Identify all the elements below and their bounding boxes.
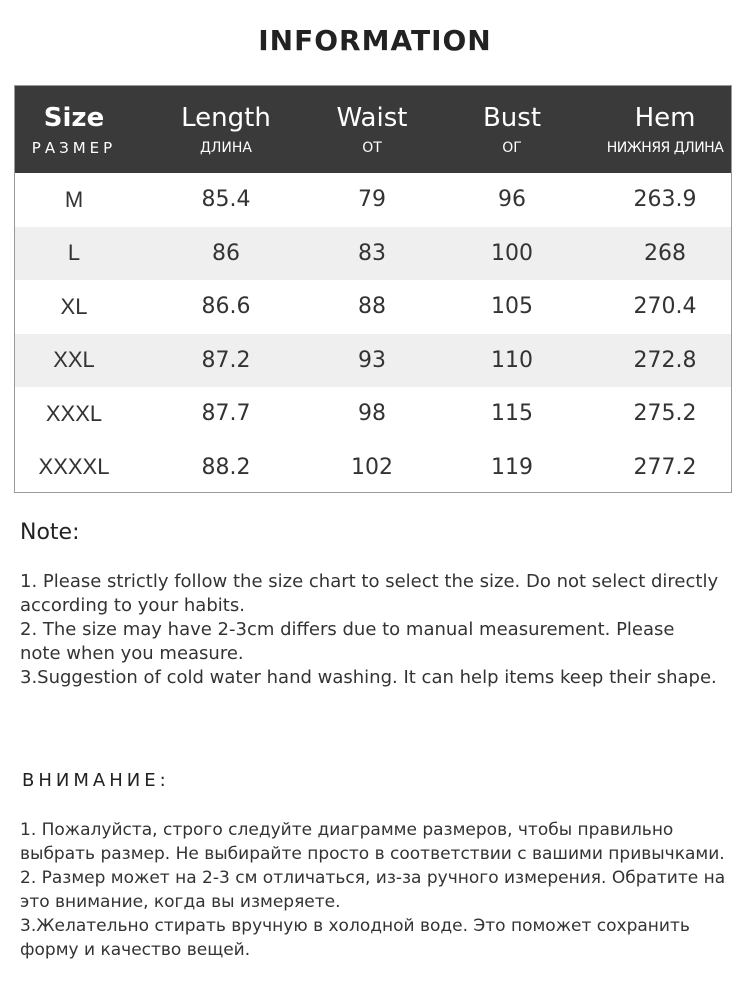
- cell-waist: 102: [351, 454, 393, 480]
- table-row: [15, 173, 731, 227]
- cell-bust: 100: [491, 240, 533, 266]
- attention-heading: ВНИМАНИЕ:: [22, 770, 170, 791]
- cell-length: 86.6: [201, 294, 251, 320]
- cell-size: L: [67, 240, 81, 266]
- cell-hem: 263.9: [633, 187, 697, 213]
- cell-length: 86: [212, 240, 240, 266]
- attention-item: 2. Размер может на 2-3 см отличаться, из-за ручного измерения. Обратите на это внимание, когда вы измеряете.: [20, 868, 726, 912]
- attention-list: [20, 818, 730, 962]
- cell-size: XXXL: [45, 400, 103, 426]
- cell-length: 88.2: [201, 454, 251, 480]
- cell-hem: 272.8: [633, 347, 697, 373]
- cell-length: 87.2: [201, 347, 251, 373]
- cell-hem: 270.4: [633, 294, 697, 320]
- cell-size: XXL: [53, 347, 95, 373]
- cell-waist: 88: [358, 294, 386, 320]
- header-bust-sublabel: ОГ: [502, 139, 522, 156]
- header-bust-label: Bust: [482, 102, 542, 133]
- cell-length: 87.7: [201, 401, 251, 427]
- header-hem: [599, 86, 731, 173]
- cell-hem: 275.2: [633, 401, 697, 427]
- table-row: [15, 280, 731, 334]
- page-title: INFORMATION: [258, 24, 492, 57]
- note-item: 2. The size may have 2-3cm differs due to manual measurement. Please note when you measure.: [20, 619, 675, 664]
- cell-length: 85.4: [201, 187, 251, 213]
- cell-size: XL: [60, 293, 88, 319]
- header-bust: [425, 86, 599, 173]
- cell-bust: 119: [491, 454, 533, 480]
- header-length-label: Length: [181, 102, 271, 133]
- cell-bust: 110: [491, 347, 533, 373]
- size-table: [14, 85, 732, 493]
- table-row: [15, 441, 731, 495]
- cell-size: M: [64, 186, 84, 212]
- cell-waist: 79: [358, 187, 386, 213]
- note-item: 1. Please strictly follow the size chart to select the size. Do not select directly according to your habits.: [20, 571, 719, 616]
- header-waist: [319, 86, 425, 173]
- cell-bust: 96: [498, 187, 526, 213]
- cell-hem: 277.2: [633, 454, 697, 480]
- header-size: [15, 86, 133, 173]
- header-length-sublabel: ДЛИНА: [199, 139, 253, 156]
- header-length: [133, 86, 319, 173]
- table-row: [15, 387, 731, 441]
- table-row: [15, 227, 731, 281]
- header-hem-label: Hem: [634, 102, 696, 133]
- cell-waist: 98: [358, 401, 386, 427]
- header-size-sublabel: РАЗМЕР: [31, 138, 117, 157]
- cell-bust: 115: [491, 401, 533, 427]
- note-item: 3.Suggestion of cold water hand washing. It can help items keep their shape.: [20, 667, 717, 688]
- header-hem-sublabel: НИЖНЯЯ ДЛИНА: [606, 139, 724, 156]
- cell-waist: 83: [358, 240, 386, 266]
- table-header: [15, 86, 731, 173]
- cell-size: XXXXL: [38, 454, 110, 480]
- attention-item: 1. Пожалуйста, строго следуйте диаграмме размеров, чтобы правильно выбрать размер. Не выбирайте просто в соответствии с вашими привычками.: [20, 820, 725, 864]
- cell-bust: 105: [491, 294, 533, 320]
- attention-item: 3.Желательно стирать вручную в холодной воде. Это поможет сохранить форму и качество вещей.: [20, 916, 690, 960]
- header-waist-sublabel: ОТ: [362, 139, 382, 156]
- note-list: [20, 570, 720, 690]
- cell-hem: 268: [644, 240, 686, 266]
- cell-waist: 93: [358, 347, 386, 373]
- header-waist-label: Waist: [336, 102, 408, 133]
- table-row: [15, 334, 731, 388]
- header-size-label: Size: [43, 102, 105, 133]
- note-heading: Note:: [20, 520, 80, 545]
